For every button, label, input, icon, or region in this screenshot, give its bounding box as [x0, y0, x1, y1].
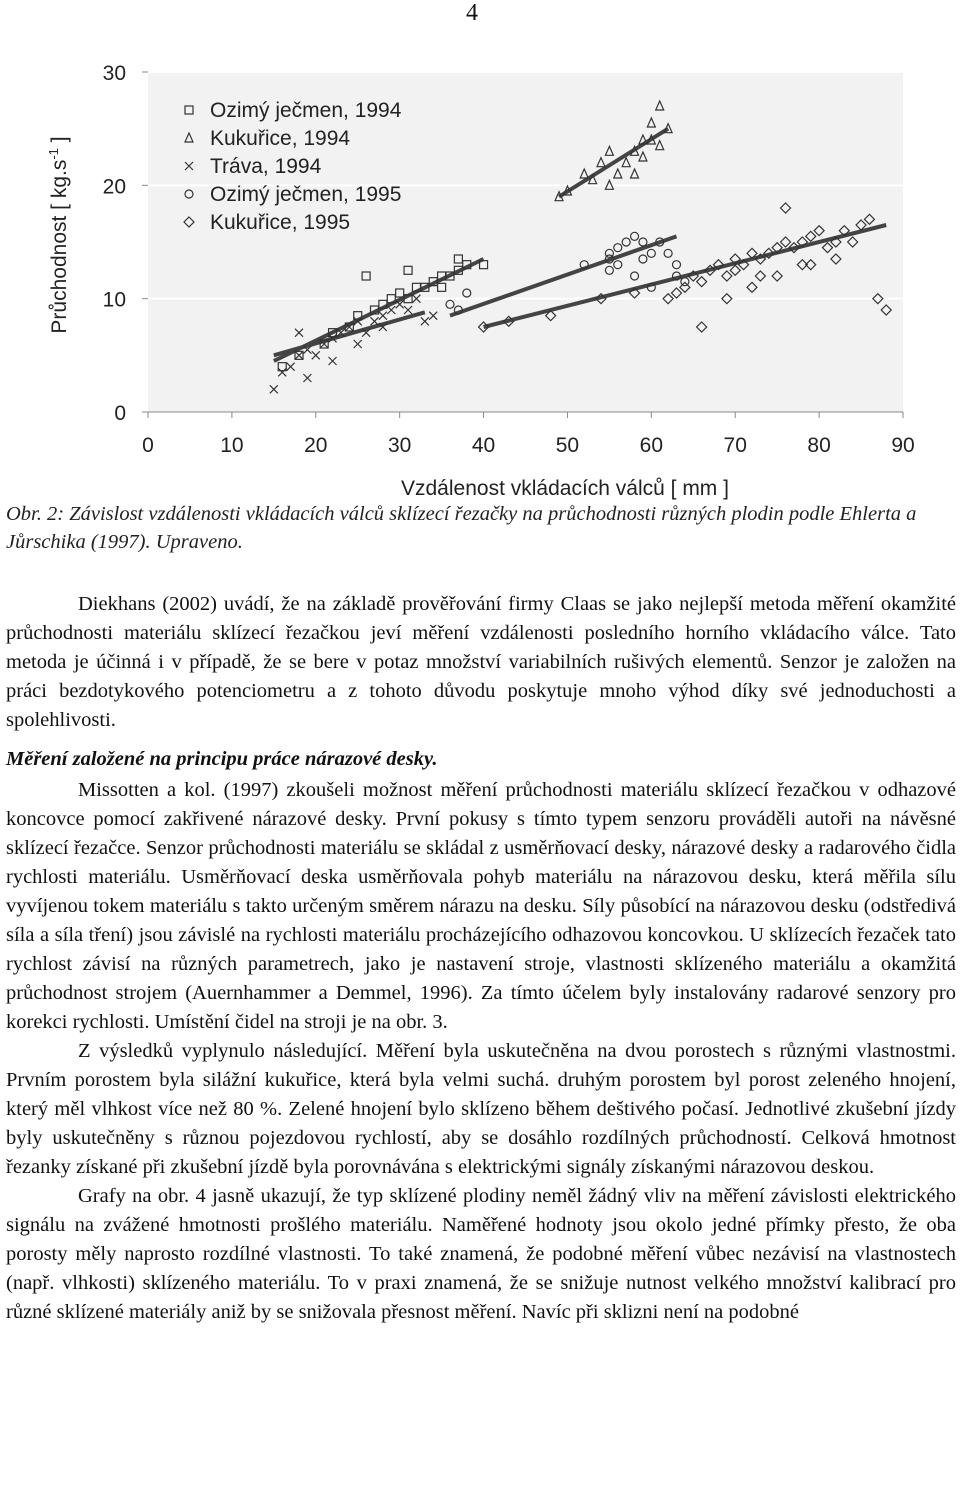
- x-tick-label: 80: [807, 434, 831, 457]
- y-axis-label-main: Průchodnost [ kg.s: [48, 159, 71, 334]
- paragraph: Missotten a kol. (1997) zkoušeli možnost měření průchodnosti materiálu sklízecí řezačkou v odhazové koncovce pomocí zakřivené nárazové desky. První pokusy s tímto typem senzoru prováděli autoři na návěsné sklízecí řezačce. Senzor průchodnosti materiálu se skládal z usměrňovací desky, nárazové desky a radarového čidla rychlosti materiálu. Usměrňovací deska usměrňovala pohyb materiálu na nárazovou desku, která měřila sílu vyvíjenou tokem materiálu s takto určeným směrem nárazu na desku. Síly působící na nárazovou desku (odstředivá síla a síla tření) jsou závislé na rychlosti materiálu procházejícího odhazovou koncovkou. U sklízecích řezaček tato rychlost závisí na různých parametrech, jako je nastavení stroje, vlastnosti sklízeného materiálu a okamžitá průchodnost strojem (Auernhammer a Demmel, 1996). Za tímto účelem byly instalovány radarové senzory pro korekci rychlosti. Umístění čidel na stroji je na obr. 3.: [6, 779, 956, 1033]
- y-tick-label: 20: [102, 175, 126, 199]
- section-heading: Měření založené na principu práce nárazové desky.: [6, 748, 438, 770]
- y-axis-label: [46, 136, 71, 333]
- paragraph: Z výsledků vyplynulo následující. Měření byla uskutečněna na dvou porostech s různými vlastnostmi. Prvním porostem byla silážní kukuřice, která byla velmi suchá. druhým porostem byl porost zeleného hnojení, který měl vlhkost více než 80 %. Zelené hnojení bylo sklízeno během deštivého počasí. Jednotlivé zkušební jízdy byly uskutečněny s různou pojezdovou rychlostí, aby se dosáhlo rozdílných průchodností. Celková hmotnost řezanky získané při zkušební jízdě byla porovnávána s elektrickými signály získanými nárazovou deskou.: [6, 1040, 956, 1178]
- figure-caption: Obr. 2: Závislost vzdálenosti vkládacích válců sklízecí řezačky na průchodnosti různých plodin podle Ehlerta a Jůrschika (1997). Upraveno.: [6, 503, 917, 553]
- x-tick-label: 30: [387, 434, 412, 457]
- legend-label: Ozimý ječmen, 1995: [210, 183, 402, 206]
- x-tick-label: 50: [555, 434, 580, 457]
- scatter-chart: [0, 55, 960, 505]
- x-tick-label: 70: [723, 434, 747, 457]
- x-tick-label: 10: [220, 434, 244, 457]
- paragraph: Grafy na obr. 4 jasně ukazují, že typ sklízené plodiny neměl žádný vliv na měření závislosti elektrického signálu na zvážené hmotnosti prošlého materiálu. Naměřené hodnoty jsou okolo jedné přímky přesto, že oba porosty měly naprosto rozdílné vlastnosti. To také znamená, že podobné měření vůbec nezávisí na vlastnostech (např. vlhkosti) sklízeného materiálu. To v praxi znamená, že se snižuje nutnost velkého množství kalibrací pro různé sklízené materiály aniž by se snižovala přesnost měření. Navíc při sklizni není na podobné: [6, 1185, 956, 1323]
- legend-label: Ozimý ječmen, 1994: [210, 99, 402, 122]
- y-tick-label: 30: [102, 62, 126, 85]
- legend-label: Tráva, 1994: [210, 155, 322, 178]
- x-tick-label: 90: [891, 434, 915, 457]
- x-tick-label: 0: [142, 434, 154, 457]
- y-axis-label-sup: -1: [46, 148, 61, 160]
- x-tick-label: 40: [471, 434, 496, 457]
- paragraph: Diekhans (2002) uvádí, že na základě prověřování firmy Claas se jako nejlepší metoda měření okamžité průchodnosti materiálu sklízecí řezačkou jeví měření vzdálenosti posledního horního vkládacího válce. Tato metoda je účinná i v případě, že se bere v potaz množství variabilních rušivých elementů. Senzor je založen na práci bezdotykového potenciometru a z tohoto důvodu poskytuje mnoho výhod díky své jednoduchosti a spolehlivosti.: [6, 593, 956, 731]
- page-number: 4: [466, 0, 478, 26]
- legend-label: Kukuřice, 1995: [210, 211, 351, 234]
- body-text: [6, 590, 956, 1327]
- x-axis-label: Vzdálenost vkládacích válců [ mm ]: [401, 477, 729, 500]
- x-tick-label: 60: [639, 434, 664, 457]
- y-tick-label: 0: [114, 402, 126, 425]
- y-axis-label-end: ]: [48, 136, 71, 149]
- x-tick-label: 20: [304, 434, 328, 457]
- y-tick-label: 10: [102, 288, 126, 312]
- legend-label: Kukuřice, 1994: [210, 127, 351, 150]
